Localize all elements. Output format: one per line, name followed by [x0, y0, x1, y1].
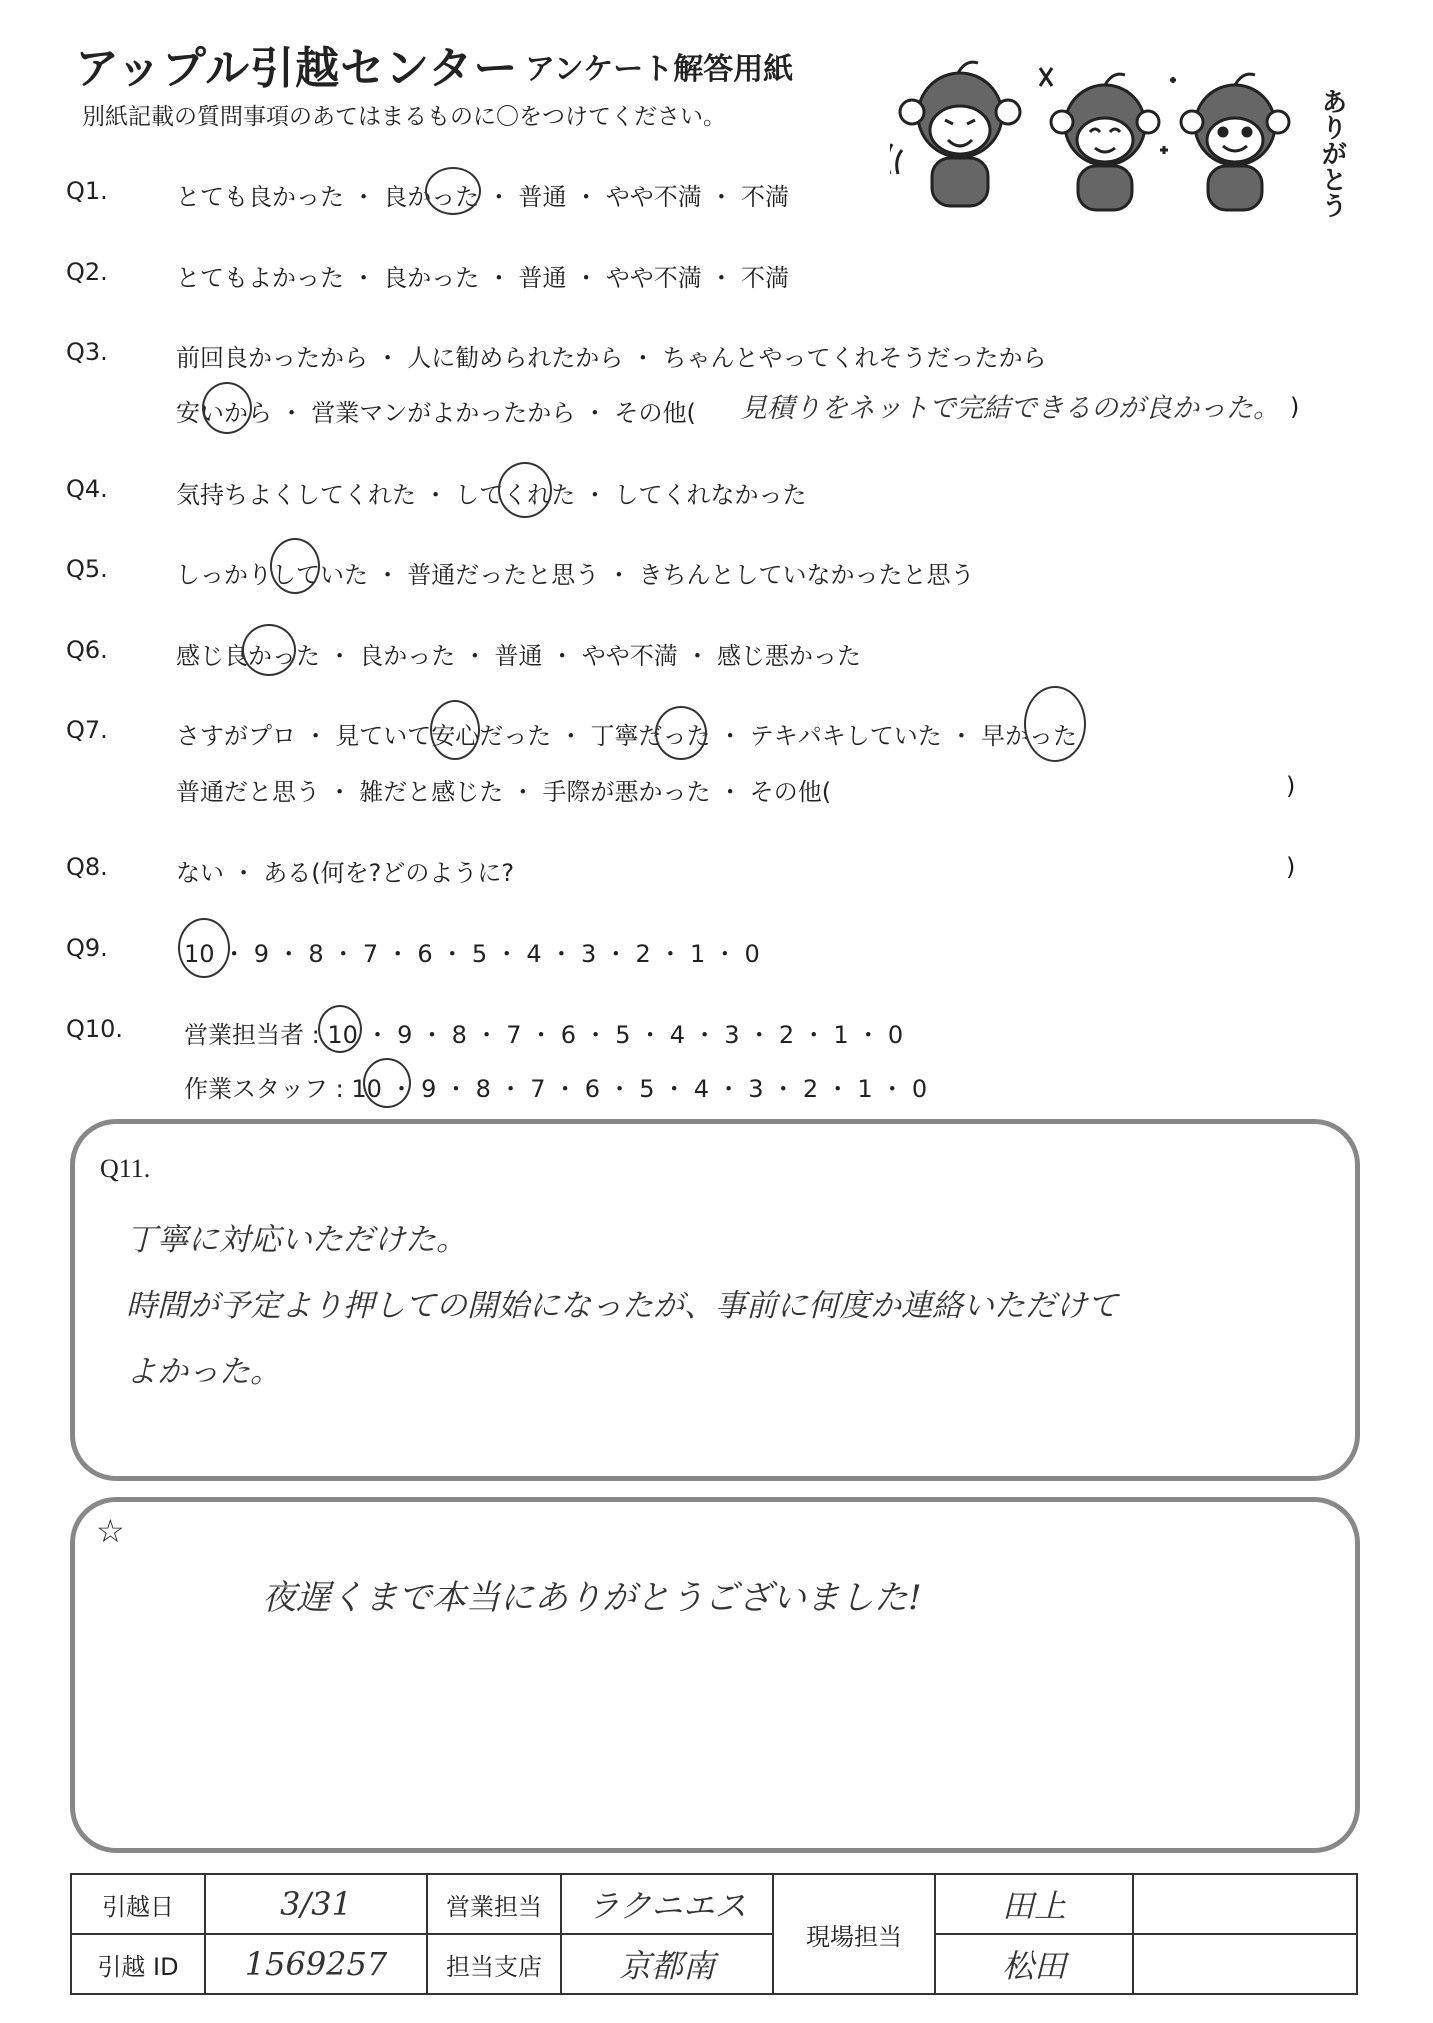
question-label: Q7. — [66, 716, 108, 744]
close-paren: ) — [1290, 393, 1300, 421]
arigatou-label: ありがとう — [1317, 88, 1347, 218]
question-label: Q2. — [66, 258, 108, 286]
answer-circle-q6 — [242, 624, 296, 676]
q11-label: Q11. — [100, 1154, 151, 1183]
question-options-line2: 普通だと思う ・ 雑だと感じた ・ 手際が悪かった ・ その他( — [176, 778, 832, 806]
question-label: Q9. — [66, 934, 108, 962]
question-options: 感じ良かった ・ 良かった ・ 普通 ・ やや不満 ・ 感じ悪かった — [176, 642, 862, 670]
answer-circle-q1 — [425, 167, 481, 215]
message-handwritten-text: 夜遅くまで本当にありがとうございました! — [262, 1578, 922, 1618]
question-label: Q8. — [66, 853, 108, 881]
question-options-line2: 安いから ・ 営業マンがよかったから ・ その他( — [176, 399, 696, 427]
question-options: とてもよかった ・ 良かった ・ 普通 ・ やや不満 ・ 不満 — [176, 264, 790, 292]
answer-circle-q5 — [270, 538, 320, 594]
question-label: Q1. — [66, 177, 108, 205]
answer-circle-q8 — [178, 918, 230, 978]
move-id-label: 引越 ID — [71, 1934, 205, 1994]
move-date-label: 引越日 — [71, 1874, 205, 1934]
question-options: 営業担当者 : 10 ・ 9 ・ 8 ・ 7 ・ 6 ・ 5 ・ 4 ・ 3 ・ 2 ・ 1 ・ 0 — [184, 1021, 904, 1049]
question-options: とても良かった ・ 良かった ・ 普通 ・ やや不満 ・ 不満 — [176, 183, 790, 211]
question-options: さすがプロ ・ 見ていて安心だった ・ 丁寧だった ・ テキパキしていた ・ 早かった — [176, 722, 1078, 750]
question-options-line2: 作業スタッフ : 10 ・ 9 ・ 8 ・ 7 ・ 6 ・ 5 ・ 4 ・ 3 ・ 2 ・ 1 ・ 0 — [184, 1075, 928, 1103]
question-label: Q3. — [66, 338, 108, 366]
sales-label: 営業担当 — [427, 1874, 561, 1934]
branch-label: 担当支店 — [427, 1934, 561, 1994]
answer-circle-q9 — [318, 1005, 362, 1053]
question-options: 気持ちよくしてくれた ・ してくれた ・ してくれなかった — [176, 481, 807, 509]
question-label: Q6. — [66, 636, 108, 664]
answer-circle-q3 — [202, 382, 252, 434]
handwritten-other-answer: 見積りをネットで完結できるのが良かった。 — [740, 393, 1280, 424]
question-options: 前回良かったから ・ 人に勧められたから ・ ちゃんとやってくれそうだったから — [176, 344, 1047, 372]
question-options: ない ・ ある(何を?どのように? — [176, 859, 515, 887]
monkey-mascots-illustration — [890, 40, 1330, 220]
question-label: Q10. — [66, 1015, 124, 1043]
answer-circle-q7b — [655, 706, 707, 760]
empty-cell — [1133, 1874, 1357, 1934]
q11-handwritten-line: 時間が予定より押しての開始になったが、事前に何度か連絡いただけて — [126, 1288, 1118, 1324]
star-label: ☆ — [96, 1513, 125, 1549]
form-subtitle: アンケート解答用紙 — [525, 52, 794, 87]
answer-circle-q7c — [1024, 686, 1086, 762]
site-label: 現場担当 — [773, 1874, 935, 1994]
message-box — [70, 1497, 1360, 1853]
q11-handwritten-line: 丁寧に対応いただけた。 — [126, 1222, 467, 1258]
empty-cell — [1133, 1934, 1357, 1994]
close-paren: ) — [1286, 772, 1296, 800]
sales-value: ラクニエス — [561, 1874, 773, 1934]
question-label: Q5. — [66, 555, 108, 583]
question-options: 10 ・ 9 ・ 8 ・ 7 ・ 6 ・ 5 ・ 4 ・ 3 ・ 2 ・ 1 ・ 0 — [184, 940, 760, 968]
company-title: アップル引越センター — [75, 43, 519, 94]
q11-handwritten-line: よかった。 — [126, 1354, 281, 1390]
site-value-2: 松田 — [935, 1934, 1133, 1994]
answer-circle-q4 — [498, 462, 552, 518]
answer-circle-q7a — [430, 700, 480, 760]
instruction-text: 別紙記載の質問事項のあてはまるものに〇をつけてください。 — [82, 104, 726, 130]
branch-value: 京都南 — [561, 1934, 773, 1994]
question-options: しっかりしていた ・ 普通だったと思う ・ きちんとしていなかったと思う — [176, 561, 975, 589]
move-id-value: 1569257 — [205, 1934, 427, 1994]
question-label: Q4. — [66, 475, 108, 503]
move-date-value: 3/31 — [205, 1874, 427, 1934]
move-info-table — [70, 1873, 1358, 1995]
close-paren: ) — [1286, 853, 1296, 881]
site-value-1: 田上 — [935, 1874, 1133, 1934]
answer-circle-q10 — [363, 1058, 411, 1108]
